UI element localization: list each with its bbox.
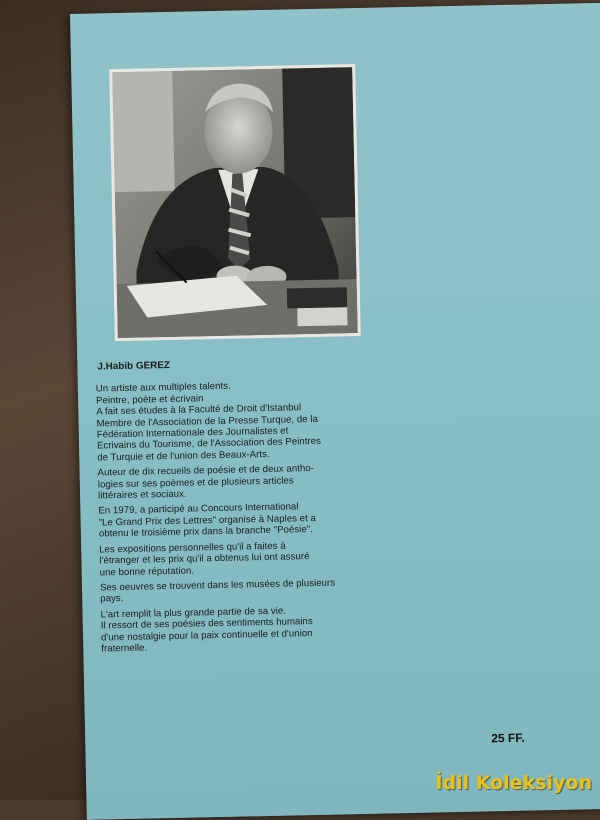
author-portrait-image <box>112 67 358 338</box>
bio-line: de Turquie et de l'union des Beaux-Arts. <box>97 448 270 464</box>
author-bio <box>95 355 431 655</box>
bio-line: Auteur de dix recueils de poésie et de deux antho- <box>97 463 315 479</box>
bio-line: l'étranger et les prix qu'il a obtenus lui ont assuré <box>99 551 310 567</box>
bio-line: Ecrivains du Tourisme, de l'Association des Peintres <box>96 436 322 452</box>
bio-line: obtenu le troisième prix dans la branche "Poésie". <box>98 524 314 540</box>
bio-line: Fédération Internationale des Journalistes et <box>96 425 289 441</box>
bio-line: littéraires et sociaux. <box>97 488 187 502</box>
author-name: J.Habib GEREZ <box>97 359 171 373</box>
bio-line: Peintre, poète et écrivain <box>95 393 204 407</box>
watermark-text: İdil Koleksiyon <box>435 772 592 794</box>
bio-line: A fait ses études à la Faculté de Droit d'Istanbul <box>96 402 302 418</box>
bio-line: Membre de l'Association de la Presse Turque, de la <box>96 413 319 430</box>
bio-line: logies sur ses poèmes et de plusieurs articles <box>97 475 294 491</box>
bio-line: "Le Grand Prix des Lettres" organisé à Naples et a <box>98 512 317 529</box>
bio-line: fraternelle. <box>101 642 148 655</box>
price-label: 25 FF. <box>491 730 525 746</box>
bio-line: d'une nostalgie pour la paix continuelle et d'union <box>100 627 313 644</box>
book-back-cover <box>70 3 600 820</box>
bio-line: Ses oeuvres se trouvent dans les musées de plusieurs <box>99 577 336 594</box>
bio-line: Les expositions personnelles qu'il a faites à <box>99 540 286 556</box>
bio-line: En 1979, a participé au Concours International <box>98 501 299 517</box>
bio-line: Il ressort de ses poésies des sentiments humains <box>100 616 313 632</box>
author-photo <box>109 64 361 341</box>
bio-line: une bonne réputation. <box>99 565 195 578</box>
bio-line: Un artiste aux multiples talents. <box>95 381 231 395</box>
bio-line: L'art remplit la plus grande partie de sa vie. <box>100 605 287 621</box>
bio-line: pays. <box>100 593 124 605</box>
